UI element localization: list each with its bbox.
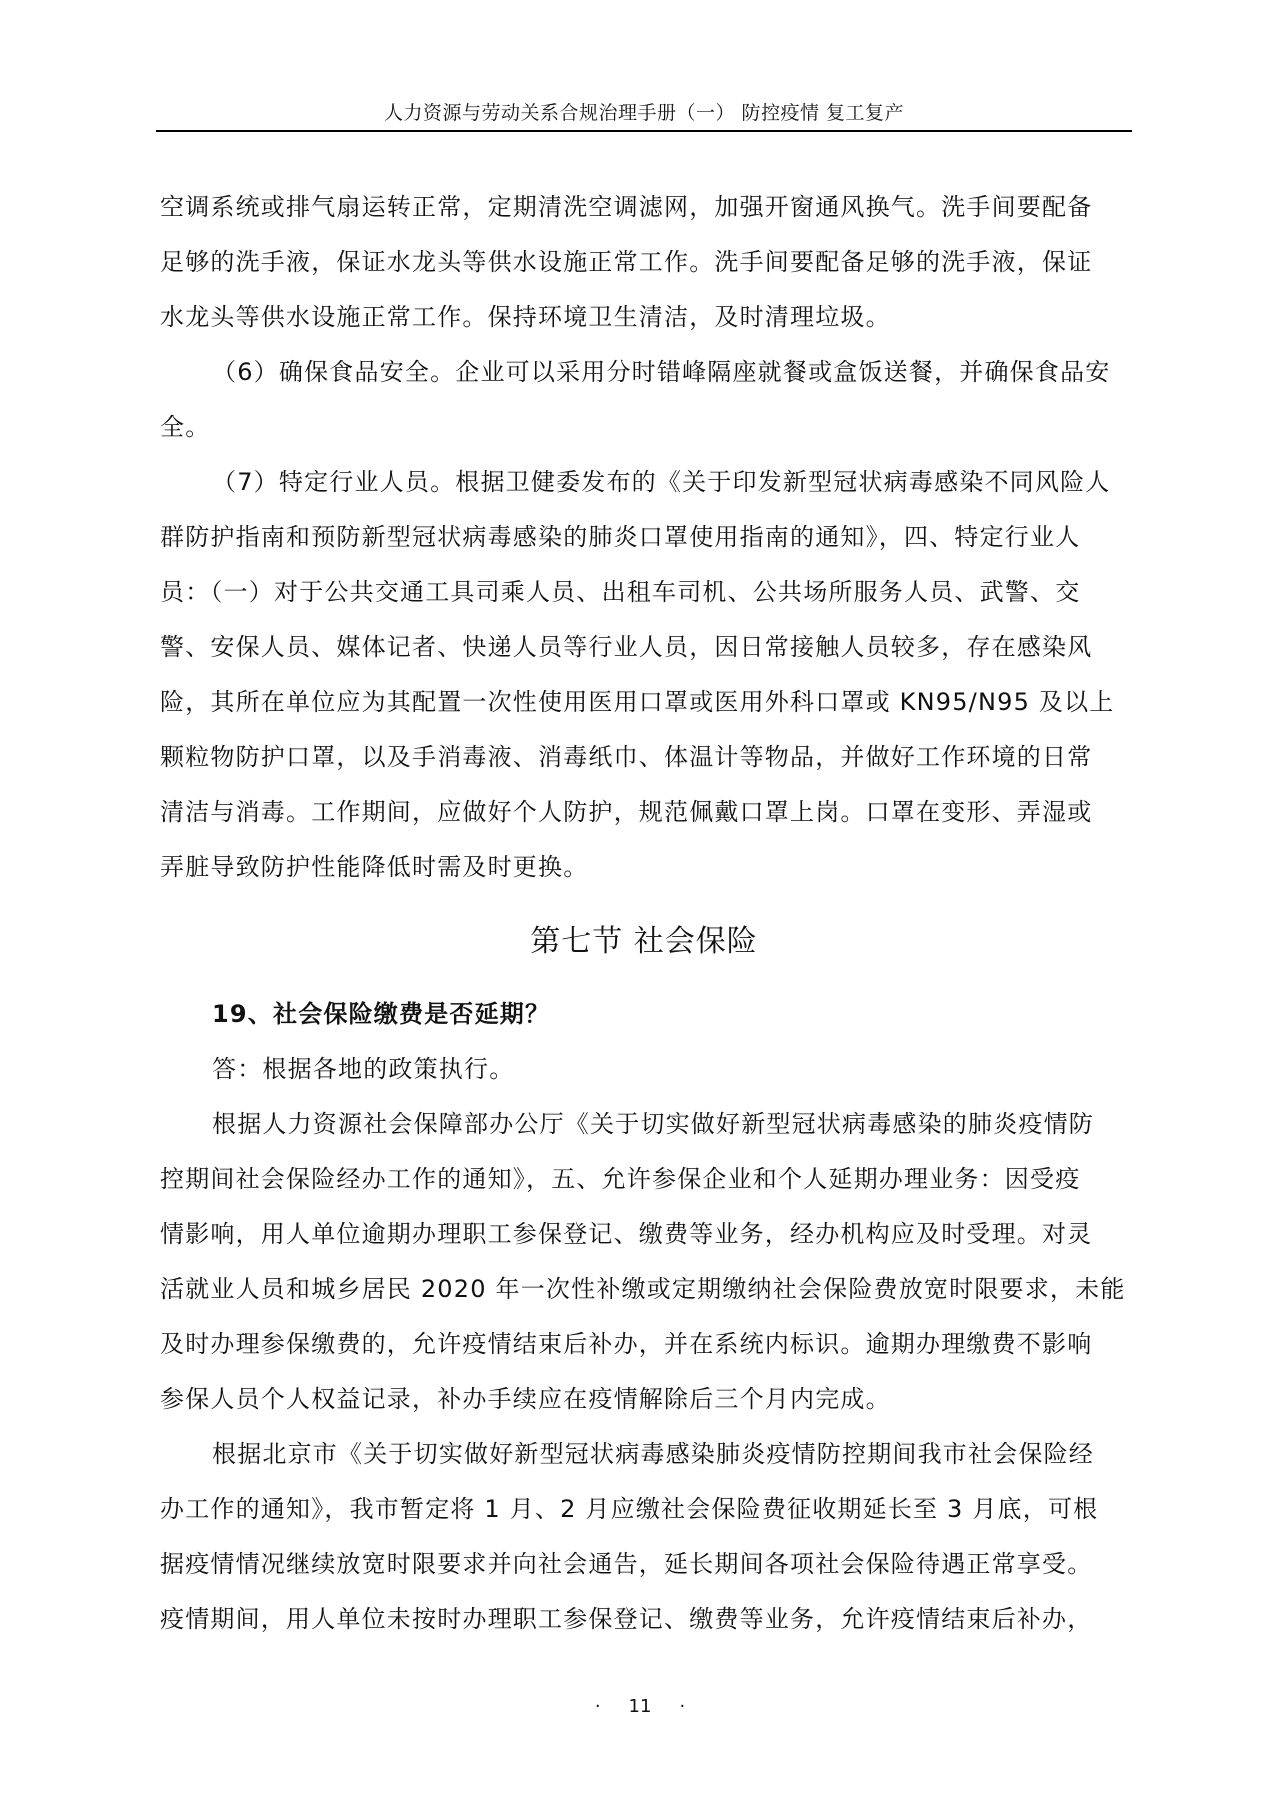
paragraph-beijing-policy	[160, 1427, 1128, 1647]
text-line: 足够的洗手液，保证水龙头等供水设施正常工作。洗手间要配备足够的洗手液，保证	[160, 248, 1093, 276]
text-line: 情影响，用人单位逾期办理职工参保登记、缴费等业务，经办机构应及时受理。对灵	[160, 1220, 1093, 1248]
text-line: 清洁与消毒。工作期间，应做好个人防护，规范佩戴口罩上岗。口罩在变形、弄湿或	[160, 798, 1093, 826]
text-line: 水龙头等供水设施正常工作。保持环境卫生清洁，及时清理垃圾。	[160, 303, 891, 331]
text-line: 全。	[160, 413, 211, 441]
page-body	[160, 180, 1128, 1647]
page-number-dot-right: ·	[679, 1696, 686, 1717]
text-line: 弄脏导致防护性能降低时需及时更换。	[160, 853, 589, 881]
text-line: 及时办理参保缴费的，允许疫情结束后补办，并在系统内标识。逾期办理缴费不影响	[160, 1330, 1093, 1358]
paragraph-national-policy	[160, 1097, 1128, 1427]
text-line: 空调系统或排气扇运转正常，定期清洗空调滤网，加强开窗通风换气。洗手间要配备	[160, 193, 1093, 221]
paragraph-ventilation	[160, 180, 1128, 345]
text-line: 员：（一）对于公共交通工具司乘人员、出租车司机、公共场所服务人员、武警、交	[160, 578, 1081, 606]
running-header: 人力资源与劳动关系合规治理手册（一） 防控疫情 复工复产	[383, 102, 905, 124]
page-number-dot-left: ·	[594, 1696, 601, 1717]
paragraph-specific-industry	[160, 455, 1128, 895]
section-title: 第七节 社会保险	[530, 924, 758, 959]
text-line: 活就业人员和城乡居民 2020 年一次性补缴或定期缴纳社会保险费放宽时限要求，未能	[160, 1275, 1126, 1303]
text-line: （6）确保食品安全。企业可以采用分时错峰隔座就餐或盒饭送餐，并确保食品安	[212, 358, 1111, 386]
text-line: 据疫情情况继续放宽时限要求并向社会通告，延长期间各项社会保险待遇正常享受。	[160, 1550, 1093, 1578]
page-number-value: 11	[628, 1696, 652, 1717]
text-line: 群防护指南和预防新型冠状病毒感染的肺炎口罩使用指南的通知》，四、特定行业人	[160, 523, 1081, 551]
text-line: 参保人员个人权益记录，补办手续应在疫情解除后三个月内完成。	[160, 1385, 891, 1413]
answer-text: 答：根据各地的政策执行。	[212, 1055, 515, 1083]
text-line: 警、安保人员、媒体记者、快递人员等行业人员，因日常接触人员较多，存在感染风	[160, 633, 1093, 661]
text-line: 疫情期间，用人单位未按时办理职工参保登记、缴费等业务，允许疫情结束后补办，	[160, 1605, 1093, 1633]
text-line: （7）特定行业人员。根据卫健委发布的《关于印发新型冠状病毒感染不同风险人	[212, 468, 1111, 496]
text-line: 险，其所在单位应为其配置一次性使用医用口罩或医用外科口罩或 KN95/N95 及以上	[160, 688, 1115, 716]
page-number	[0, 1696, 1280, 1717]
text-line: 根据北京市《关于切实做好新型冠状病毒感染肺炎疫情防控期间我市社会保险经	[212, 1440, 1094, 1468]
question-heading: 19、社会保险缴费是否延期？	[212, 1000, 551, 1028]
text-line: 根据人力资源社会保障部办公厅《关于切实做好新型冠状病毒感染的肺炎疫情防	[212, 1110, 1094, 1138]
header-rule	[156, 130, 1132, 132]
text-line: 颗粒物防护口罩，以及手消毒液、消毒纸巾、体温计等物品，并做好工作环境的日常	[160, 743, 1093, 771]
text-line: 控期间社会保险经办工作的通知》，五、允许参保企业和个人延期办理业务：因受疫	[160, 1165, 1081, 1193]
text-line: 办工作的通知》，我市暂定将 1 月、2 月应缴社会保险费征收期延长至 3 月底，可根	[160, 1495, 1099, 1523]
paragraph-food-safety	[160, 345, 1128, 455]
